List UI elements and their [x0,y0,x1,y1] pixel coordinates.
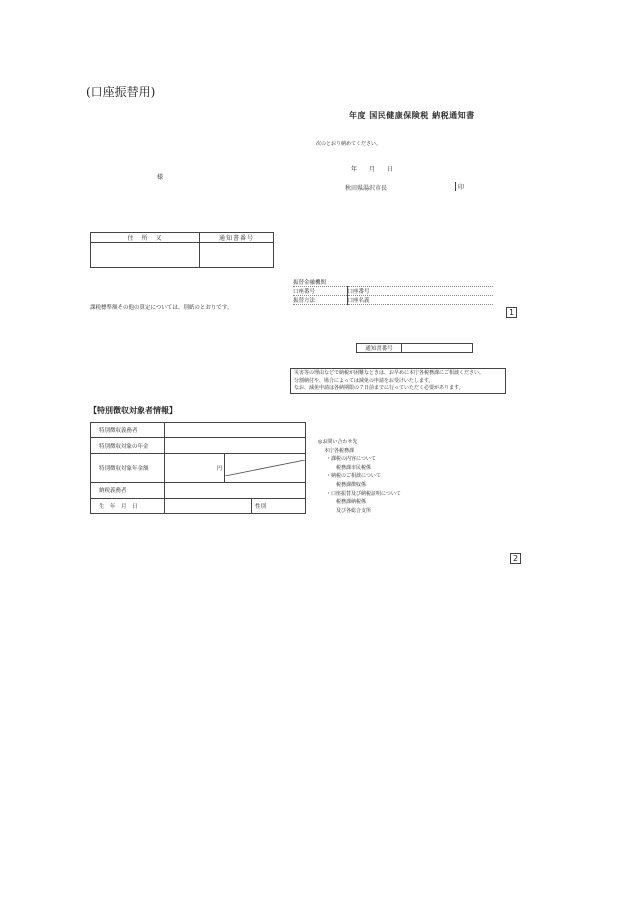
issuer-name: 秋田県湯沢市長 [345,185,388,192]
pension-amount-unit: 円 [164,453,224,482]
contact-topic-payment: ・納税のご相談について [326,473,381,480]
diagonal-line-icon [225,460,305,476]
contact-topic-assessment: ・課税の内容について [326,456,376,463]
account-number-label: 口座番号 [293,287,347,296]
issuer-seal: 印 [455,182,464,191]
recipient-suffix: 様 [157,174,164,181]
account-holder-sublabel: 口座名義 [347,296,388,305]
page-box-number-1: 1 [506,307,517,318]
disaster-notice-line3: なお、減免申請は各納期限の７日前までに行っていただく必要があります。 [294,385,464,391]
account-holder-value [388,296,494,305]
bank-value [347,278,493,287]
contact-topic-transfer: ・口座振替及び納税証明について [326,490,401,497]
pension-label: 特別徴収対象の年金 [91,438,165,453]
document-title: 年度 国民健康保険税 納税通知書 [349,111,475,120]
account-number-sublabel: 口座番号 [347,287,388,296]
contact-dept-branches: 及び各総合支所 [336,507,372,514]
issue-date-label: 年 月 日 [351,166,397,173]
contact-block [318,438,401,515]
contact-dept-transfer: 税務課納税係 [336,499,367,506]
birthdate-value [164,498,251,514]
gender-label: 性別 [254,503,266,510]
pension-value [164,438,305,453]
special-collection-table [90,422,306,514]
page-box-number-2: 2 [510,553,521,564]
taxpayer-label: 納税義務者 [91,483,165,498]
collector-value [164,423,305,438]
payment-type-label: (口座振替用) [86,85,156,99]
notice-number-cell [200,243,274,268]
contact-title: ◎お問い合わせ先 [318,439,358,445]
address-header: 住 所 又 [91,233,200,243]
contact-office: 本庁各税務課 [324,447,355,454]
pension-amount-label: 特別徴収対象年金額 [91,453,165,482]
calc-basis-note: 課税標準額その他の算定については、別紙のとおりです。 [90,305,233,311]
contact-dept-assessment: 税務課市民税係 [336,464,372,471]
taxpayer-value [164,483,305,498]
collector-label: 特別徴収義務者 [91,423,165,438]
contact-dept-payment: 税務課徴収係 [336,481,367,488]
address-table [90,232,274,268]
keep-notice-text: 次のとおり納めてください。 [316,141,382,147]
notice-number-value [402,344,473,353]
notice-number-label: 通知書番号 [357,344,402,353]
special-collection-title: 【特別徴収対象者情報】 [89,406,177,415]
bank-label: 振替金融機関 [293,278,347,287]
disaster-notice-line1: 災害等の理由などで納税が困難なときは、お早めに本庁各税務課にご相談ください。 [294,370,485,376]
bank-info-table [293,278,493,305]
account-number-value [388,287,494,296]
address-cell [91,243,200,268]
disaster-notice-line2: 分割納付や、場合によっては減免の申請をお受けいたします。 [294,377,434,384]
notice-number-table [356,343,473,353]
birthdate-label: 生 年 月 日 [91,498,165,514]
notice-number-header: 通知書番号 [218,235,254,242]
disaster-notice-box [290,368,506,394]
transfer-method-label: 振替方法 [293,296,347,305]
pension-amount-diagonal [224,453,305,482]
